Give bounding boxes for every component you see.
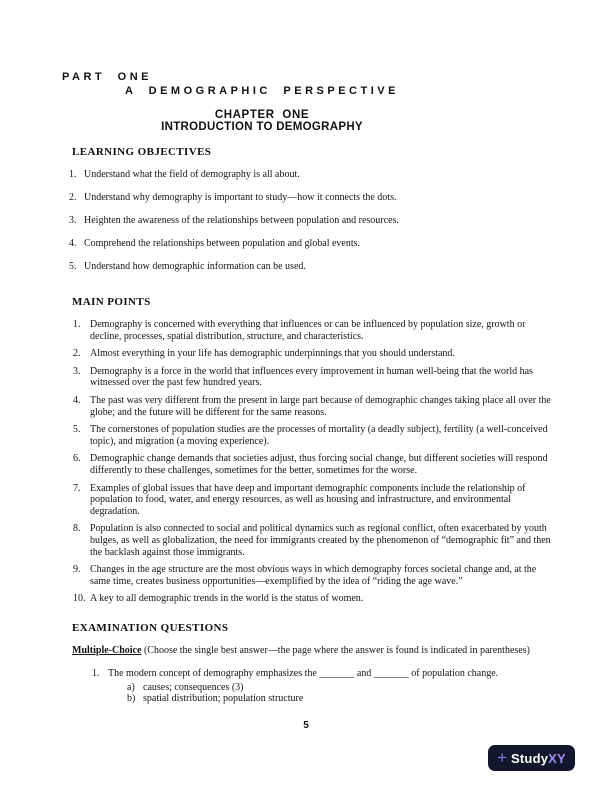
multiple-choice-instructions (72, 645, 551, 657)
main-point-item (69, 319, 551, 342)
plus-icon: + (497, 747, 508, 767)
main-point-item (69, 395, 551, 418)
item-text: A key to all demographic trends in the world is the status of women. (90, 593, 364, 605)
item-number: 3. (69, 214, 77, 226)
part-label: PART ONE (62, 71, 153, 83)
item-text: Understand why demography is important to study—how it connects the dots. (84, 191, 397, 203)
main-point-item (69, 593, 551, 605)
item-text: The cornerstones of population studies are the processes of mortality (a deadly subject), fertility (a well-conceived topic), and migration (a moving experience). (90, 424, 548, 447)
option-letter: b) (127, 692, 136, 704)
main-points-heading: MAIN POINTS (72, 296, 151, 308)
option-text: causes; consequences (3) (143, 681, 244, 693)
question-number: 1. (92, 668, 100, 680)
learning-objective-item (69, 192, 551, 204)
chapter-label: CHAPTER ONE (214, 109, 310, 121)
item-text: Almost everything in your life has demographic underpinnings that you should understand. (90, 348, 455, 360)
studyxy-logo-badge (488, 745, 575, 771)
multiple-choice-note: (Choose the single best answer—the page where the answer is found is indicated in parentheses) (143, 645, 530, 656)
item-text: Population is also connected to social and political dynamics such as regional conflict, often exacerbated by youth bulges, as well as globalization, the need for immigrants created by the phenomenon of “demographic fit” and then the backlash against those immigrants. (90, 523, 551, 558)
main-point-item (69, 366, 551, 389)
item-text: Demography is a force in the world that influences every improvement in human well-being that the world has witnessed over the past few hundred years. (90, 365, 533, 389)
brand-name (511, 752, 566, 765)
brand-name-primary: Study (511, 750, 549, 766)
item-number: 5. (69, 260, 77, 272)
item-number: 9. (73, 564, 81, 576)
main-point-item (69, 523, 551, 558)
learning-objective-item (69, 238, 551, 250)
examination-questions-section (69, 622, 551, 704)
item-number: 7. (73, 482, 81, 494)
item-number: 1. (73, 319, 81, 330)
option-letter: a) (127, 681, 135, 693)
item-number: 1. (69, 169, 77, 180)
learning-objective-item (69, 261, 551, 273)
item-text: Understand how demographic information can be used. (84, 260, 306, 272)
learning-objectives-heading: LEARNING OBJECTIVES (72, 146, 212, 158)
item-number: 8. (73, 523, 81, 535)
item-text: The past was very different from the present in large part because of demographic changes taking place all over the globe; and the future will be different for the same reasons. (90, 394, 551, 418)
item-number: 10. (73, 593, 86, 605)
chapter-title: INTRODUCTION TO DEMOGRAPHY (161, 121, 363, 133)
answer-option (127, 693, 551, 704)
part-title: A DEMOGRAPHIC PERSPECTIVE (125, 85, 399, 97)
item-number: 6. (73, 453, 81, 465)
item-text: Changes in the age structure are the most obvious ways in which demography forces societal change and, at the same time, creates business opportunities—exemplified by the idea of “riding the age wave.” (90, 564, 537, 587)
option-text: spatial distribution; population structure (143, 692, 304, 704)
item-text: Heighten the awareness of the relationships between population and resources. (84, 214, 399, 226)
examination-questions-heading: EXAMINATION QUESTIONS (72, 622, 229, 634)
item-number: 4. (69, 237, 77, 249)
main-point-item (69, 564, 551, 587)
multiple-choice-label: Multiple-Choice (72, 645, 142, 656)
main-point-item (69, 424, 551, 447)
item-text: Examples of global issues that have deep and important demographic components include the relationship of population to food, water, and energy resources, as well as housing and infrastructure, and environmental degradation. (90, 482, 526, 517)
item-number: 4. (73, 394, 81, 406)
learning-objective-item (69, 169, 551, 181)
main-point-item (69, 348, 551, 360)
question-item (92, 668, 551, 680)
item-number: 5. (73, 424, 81, 436)
item-text: Demography is concerned with everything that influences or can be influenced by population size, growth or decline, processes, spatial distribution, structure, and characteristics. (90, 319, 526, 342)
item-number: 3. (73, 365, 81, 377)
main-points-section (69, 296, 551, 611)
main-point-item (69, 453, 551, 476)
learning-objective-item (69, 215, 551, 227)
main-point-item (69, 483, 551, 518)
brand-name-accent: XY (548, 750, 566, 766)
item-text: Demographic change demands that societies adjust, thus forcing social change, but different societies will respond differently to these challenges, sometimes for the better, sometimes for the worse. (90, 453, 548, 476)
answer-option (127, 682, 551, 693)
item-text: Understand what the field of demography is all about. (84, 169, 300, 180)
item-number: 2. (73, 348, 81, 360)
page-number: 5 (303, 720, 309, 731)
learning-objectives-section (69, 146, 551, 284)
item-text: Comprehend the relationships between population and global events. (84, 237, 361, 249)
item-number: 2. (69, 191, 77, 203)
question-text: The modern concept of demography emphasizes the _______ and _______ of population change. (108, 668, 499, 680)
